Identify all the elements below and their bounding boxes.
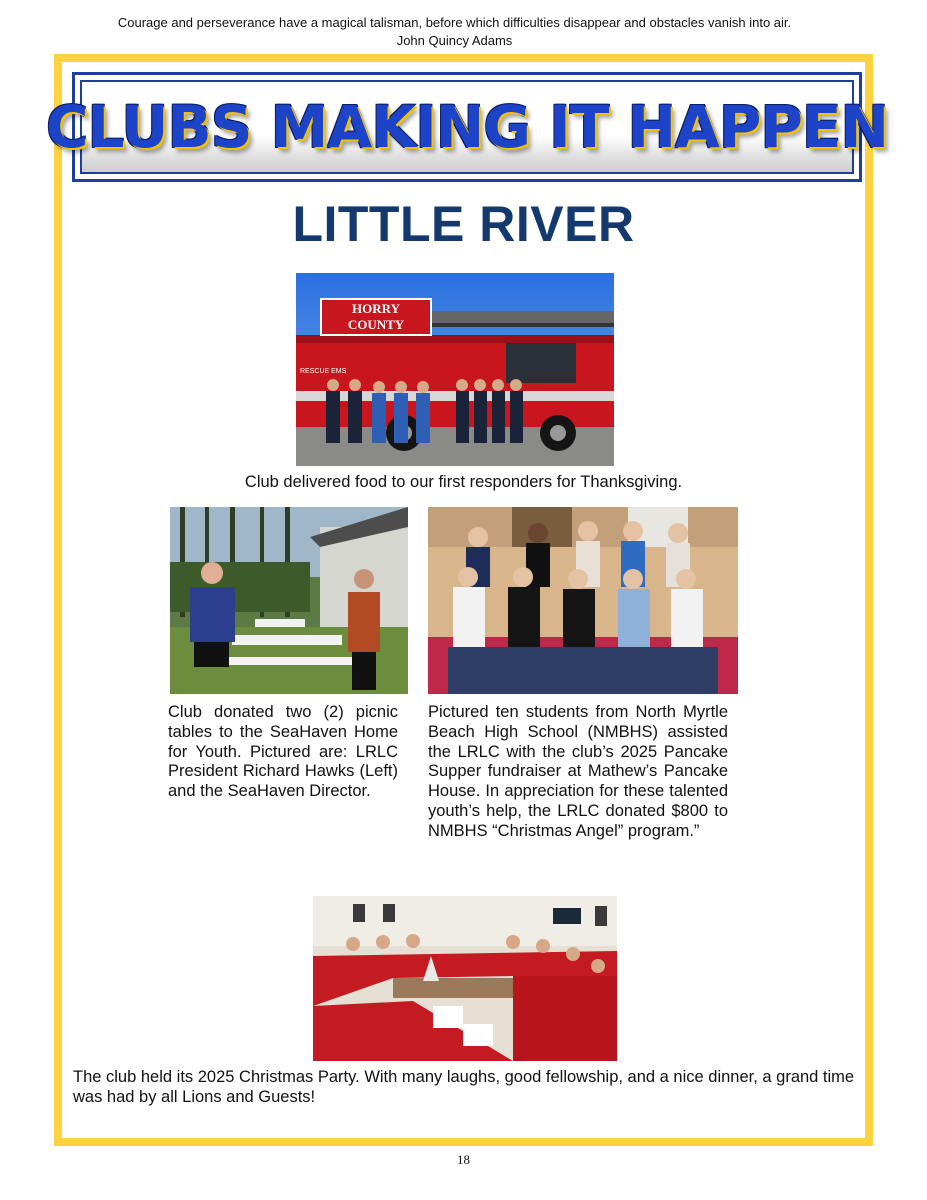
page-number: 18: [457, 1152, 470, 1167]
picnic-table-photo: [170, 507, 408, 694]
sign-line-1: HORRY: [352, 301, 400, 316]
sign-line-2: COUNTY: [347, 317, 405, 332]
fire-truck-photo: [296, 273, 614, 466]
christmas-party-photo: [313, 896, 617, 1061]
picnic-caption: Club donated two (2) picnic tables to the SeaHaven Home for Youth. Pictured are: LRLC President Richard Hawks (Left) and the SeaHaven Director.: [168, 703, 398, 801]
students-caption: Pictured ten students from North Myrtle Beach High School (NMBHS) assisted the LRLC with the club’s 2025 Pancake Supper fundraiser at Mathew’s Pancake House. In appreciation for these talented youth’s help, the LRLC donated $800 to NMBHS “Christmas Angel” program.”: [428, 703, 728, 840]
club-title: LITTLE RIVER: [292, 196, 635, 252]
quote-author: John Quincy Adams: [396, 33, 513, 48]
fire-truck-caption: Club delivered food to our first responders for Thanksgiving.: [244, 473, 683, 491]
students-photo: [428, 507, 738, 694]
page-quote: [0, 14, 909, 50]
banner-title: CLUBS MAKING IT HAPPEN: [45, 93, 889, 161]
quote-text: Courage and perseverance have a magical talisman, before which difficulties disappear and obstacles vanish into air.: [117, 15, 792, 30]
truck-side-text: RESCUE EMS: [300, 368, 347, 375]
christmas-party-caption: The club held its 2025 Christmas Party. With many laughs, good fellowship, and a nice dinner, a grand time was had by all Lions and Guests!: [73, 1068, 855, 1106]
banner: [45, 72, 889, 182]
yellow-frame: [45, 54, 889, 1146]
